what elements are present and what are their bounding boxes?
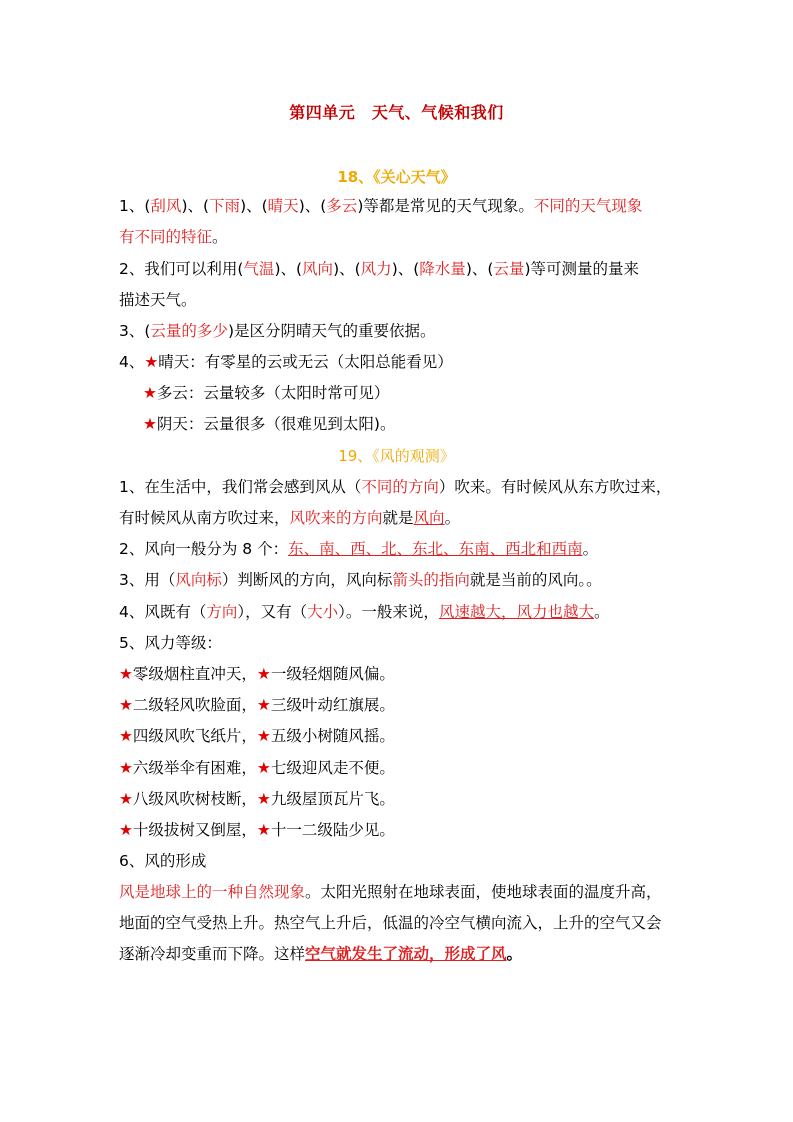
star-icon: ★ [256,696,271,714]
text: 3、用（ [119,571,176,589]
section-19-title: 19、《风的观测》 [338,447,455,465]
text: 逐渐冷却变重而下降。这样 [119,945,306,963]
text: ）。一般来说， [338,603,439,621]
star-icon: ★ [119,696,133,714]
text: 3、( [119,322,151,340]
answer: 风速越大，风力也越大 [438,603,594,621]
text: 七级迎风走不便。 [270,759,395,777]
text: 就是 [382,509,414,527]
text: 六级举伞有困难， [132,759,257,777]
text: )、( [274,260,303,278]
s19-line-2 [119,539,598,559]
text: 。 [593,603,610,621]
wind-level-row [119,820,395,840]
text: 晴天：有零星的云或无云（太阳总能看见） [158,353,453,371]
text: 零级烟柱直冲天， [132,665,257,683]
s18-line-5 [143,383,389,403]
text: 三级叶动红旗展。 [270,696,395,714]
answer: 多云 [326,197,358,215]
answer: 风吹来的方向 [289,509,383,527]
wind-level-row [119,789,395,809]
text: 。太阳光照射在地球表面，使地球表面的温度升高， [305,883,662,901]
star-icon: ★ [143,384,157,402]
s19-line-1 [119,477,671,497]
star-icon: ★ [119,665,133,683]
star-icon: ★ [143,415,157,433]
s19-line-6: 6、风的形成 [119,852,207,870]
s18-line-2b: 描述天气。 [119,291,197,309]
text: ）判断风的方向，风向标 [221,571,393,589]
text: 。 [582,540,599,558]
answer: 气温 [243,260,275,278]
answer: 刮风 [150,197,182,215]
text: )、( [298,197,327,215]
answer: 风力 [360,260,392,278]
s19-line-3 [119,570,602,590]
answer: 下雨 [209,197,241,215]
answer: 风向 [302,260,334,278]
answer: 箭头的指向 [392,571,470,589]
s18-line-4 [119,352,453,372]
s18-line-1 [119,196,642,216]
text: 有时候风从南方吹过来， [119,509,290,527]
text: 八级风吹树枝断， [132,790,257,808]
s18-line-3 [119,321,436,341]
s19-paragraph-1 [119,882,662,902]
star-icon: ★ [256,727,271,745]
star-icon: ★ [256,665,271,683]
s19-paragraph-3 [119,944,522,964]
s19-line-4 [119,602,609,622]
wind-level-row [119,695,395,715]
s19-line-1b [119,508,460,528]
star-icon: ★ [119,790,133,808]
text: 1、( [119,197,151,215]
text: 2、我们可以利用( [119,260,244,278]
text: )、( [181,197,210,215]
answer: 风向 [413,509,445,527]
text: 阴天：云量很多（很难见到太阳)。 [156,415,396,433]
answer: 风是地球上的一种自然现象 [119,883,306,901]
s18-line-6 [143,414,395,434]
text: 九级屋顶瓦片飞。 [270,790,395,808]
text: 五级小树随风摇。 [270,727,395,745]
text: )、( [240,197,268,215]
text: 四级风吹飞纸片， [132,727,257,745]
text: )、( [465,260,494,278]
answer: 方向 [206,603,238,621]
text: ），又有（ [237,603,308,621]
wind-level-row [119,664,395,684]
text: 1、在生活中，我们常会感到风从（ [119,478,362,496]
section-18-title: 18、《关心天气》 [337,168,456,186]
text: )、( [333,260,361,278]
answer: 云量的多少 [150,322,228,340]
answer: 降水量 [419,260,466,278]
s18-line-2 [119,259,639,279]
answer: 不同的天气现象 [533,197,643,215]
text: ）吹来。有时候风从东方吹过来， [438,478,672,496]
star-icon: ★ [256,790,271,808]
star-icon: ★ [119,821,133,839]
answer: 有不同的特征 [119,228,213,246]
answer: 不同的方向 [361,478,439,496]
wind-level-row [119,726,395,746]
text: )、( [391,260,420,278]
star-icon: ★ [144,353,159,371]
text: 十一二级陆少见。 [270,821,395,839]
text: 2、风向一般分为 8 个： [119,540,289,558]
text: 二级轻风吹脸面， [132,696,257,714]
text: )等都是常见的天气现象。 [357,197,534,215]
star-icon: ★ [119,727,133,745]
text: )等可测量的量来 [524,260,639,278]
unit-title: 第四单元 天气、气候和我们 [289,103,504,122]
wind-level-row [119,758,395,778]
text: 十级拔树又倒屋， [132,821,257,839]
s19-paragraph-2: 地面的空气受热上升。热空气上升后，低温的冷空气横向流入，上升的空气又会 [119,914,662,932]
text: 4、风既有（ [119,603,207,621]
answer: 东、南、西、北、东北、东南、西北和西南 [288,540,583,558]
s18-line-1b [119,227,228,247]
star-icon: ★ [256,759,271,777]
answer: 大小 [307,603,339,621]
text: 4、 [119,353,145,371]
star-icon: ★ [119,759,133,777]
answer: 风向标 [175,571,222,589]
answer: 云量 [493,260,525,278]
text: 。 [212,228,228,246]
text: 一级轻烟随风偏。 [270,665,395,683]
answer: 晴天 [267,197,299,215]
text: 就是当前的风向。。 [469,571,602,589]
text: )是区分阴晴天气的重要依据。 [227,322,436,340]
s19-line-5: 5、风力等级： [119,634,222,652]
text: 多云：云量较多（太阳时常可见） [156,384,390,402]
star-icon: ★ [256,821,271,839]
text: 。 [444,509,461,527]
text: 。 [506,945,523,963]
answer: 空气就发生了流动，形成了风 [305,945,507,963]
